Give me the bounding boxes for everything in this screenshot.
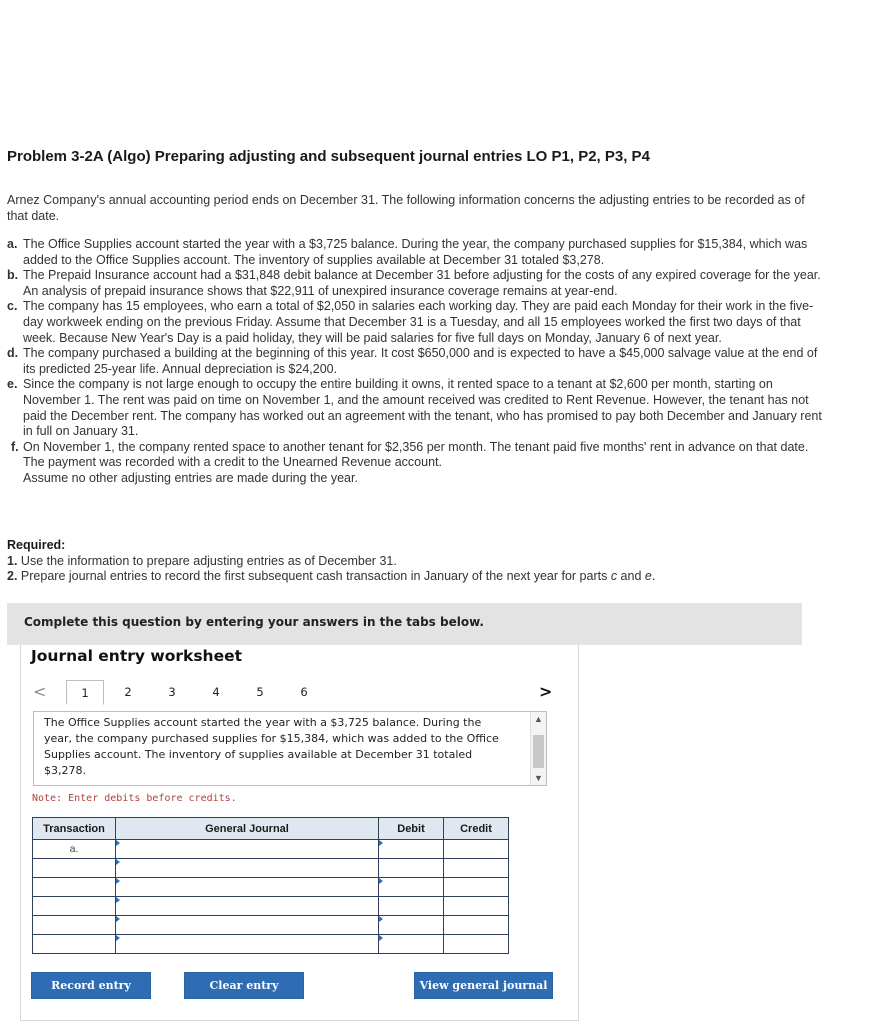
description-scrollbar[interactable] (530, 712, 546, 785)
problem-title: Problem 3-2A (Algo) Preparing adjusting and subsequent journal entries LO P1, P2, P3, P4 (7, 148, 650, 165)
item-text: On November 1, the company rented space to another tenant for $2,356 per month. The tenant paid five months' rent in advance on that date. The payment was recorded with a credit to the Unearned Revenue account. (23, 439, 809, 470)
problem-intro: Arnez Company's annual accounting period ends on December 31. The following information concerns the adjusting entries to be recorded as of that date. (7, 193, 805, 223)
table-row (33, 878, 509, 897)
credit-input[interactable] (444, 916, 509, 935)
transaction-description: The Office Supplies account started the year with a $3,725 balance. During the year, the company purchased supplies for $15,384, which was added to the Office Supplies account. The inventory of supplies available at December 31 totaled $3,278. (44, 716, 499, 777)
next-tab-arrow-icon[interactable]: > (539, 682, 553, 701)
tab-4[interactable]: 4 (212, 685, 220, 699)
account-input[interactable] (116, 897, 379, 916)
credit-input[interactable] (444, 897, 509, 916)
item-c (7, 299, 822, 346)
debit-input[interactable] (379, 859, 444, 878)
tab-3[interactable]: 3 (168, 685, 176, 699)
transaction-cell (33, 935, 116, 954)
instruction-banner (7, 603, 802, 645)
table-row (33, 916, 509, 935)
worksheet-title: Journal entry worksheet (31, 647, 243, 665)
required-2-end: . (651, 569, 656, 584)
record-entry-button[interactable]: Record entry (31, 972, 151, 999)
credit-input[interactable] (444, 878, 509, 897)
item-label: f. (11, 439, 19, 454)
item-text: Since the company is not large enough to occupy the entire building it owns, it rented space to a tenant at $2,600 per month, starting on November 1. The rent was paid on time on November 1, and the amount received was credited to Rent Revenue. However, the tenant has not paid the December rent. The company has worked out an agreement with the tenant, who has promised to pay both December and January rent in full on January 31. (23, 377, 822, 439)
tab-6[interactable]: 6 (300, 685, 308, 699)
transaction-cell (33, 897, 116, 916)
scroll-down-icon[interactable]: ▼ (534, 773, 543, 783)
item-d (7, 346, 822, 377)
item-a (7, 237, 822, 268)
item-text: The company has 15 employees, who earn a total of $2,050 in salaries each working day. They are paid each Monday for their work in the five-day workweek ending on the previous Friday. Assume that December 31 is a Tuesday, and all 15 employees worked the first two days of that week. Because New Year's Day is a paid holiday, they will be paid salaries for five full days on Monday, January 6 of next year. (23, 299, 814, 345)
item-text: The company purchased a building at the beginning of this year. It cost $650,000 and is expected to have a $45,000 salvage value at the end of its predicted 25-year life. Annual depreciation is $24,200. (23, 346, 818, 376)
item-e (7, 377, 822, 439)
item-label: c. (7, 299, 18, 314)
required-section (7, 538, 655, 585)
item-text: The Prepaid Insurance account had a $31,848 debit balance at December 31 before adjusting for the costs of any expired coverage for the year. An analysis of prepaid insurance shows that $22,911 of unexpired insurance coverage remains at year-end. (23, 268, 821, 298)
assumption-text: Assume no other adjusting entries are made during the year. (23, 470, 358, 485)
credit-input[interactable] (444, 859, 509, 878)
column-general-journal: General Journal (116, 818, 379, 840)
debit-input[interactable] (379, 878, 444, 897)
transaction-cell (33, 859, 116, 878)
tab-5[interactable]: 5 (256, 685, 264, 699)
table-row (33, 897, 509, 916)
account-input[interactable] (116, 859, 379, 878)
credit-input[interactable] (444, 935, 509, 954)
column-credit: Credit (444, 818, 509, 840)
debit-input[interactable] (379, 916, 444, 935)
worksheet-tabs (21, 680, 578, 704)
transaction-cell (33, 916, 116, 935)
required-1-num: 1. (7, 553, 18, 568)
tab-2[interactable]: 2 (124, 685, 132, 699)
debit-input[interactable] (379, 897, 444, 916)
transaction-description-box (33, 711, 547, 786)
item-b (7, 268, 822, 299)
clear-entry-button[interactable]: Clear entry (184, 972, 304, 999)
column-transaction: Transaction (33, 818, 116, 840)
column-debit: Debit (379, 818, 444, 840)
transaction-cell (33, 878, 116, 897)
banner-text: Complete this question by entering your answers in the tabs below. (24, 615, 484, 629)
table-row (33, 840, 509, 859)
item-label: a. (7, 237, 18, 251)
account-input[interactable] (116, 935, 379, 954)
required-2-text: Prepare journal entries to record the first subsequent cash transaction in January of the next year for parts (20, 569, 611, 584)
scroll-up-icon[interactable]: ▲ (534, 714, 543, 724)
prev-tab-arrow-icon[interactable]: < (33, 682, 47, 701)
journal-entry-table (32, 817, 509, 954)
entry-note: Note: Enter debits before credits. (32, 793, 237, 804)
debit-input[interactable] (379, 935, 444, 954)
table-row (33, 935, 509, 954)
required-2-part-c: c (610, 569, 618, 584)
tab-1[interactable]: 1 (66, 680, 104, 705)
item-label: d. (7, 346, 19, 361)
item-text: The Office Supplies account started the year with a $3,725 balance. During the year, the company purchased supplies for $15,384, which was added to the Office Supplies account. The inventory of supplies available at December 31 totaled $3,278. (23, 237, 808, 267)
scroll-thumb[interactable] (533, 735, 544, 768)
account-input[interactable] (116, 840, 379, 859)
required-heading: Required: (7, 538, 66, 552)
problem-items (7, 237, 822, 487)
item-label: e. (7, 377, 18, 392)
account-input[interactable] (116, 878, 379, 897)
item-label: b. (7, 268, 19, 283)
credit-input[interactable] (444, 840, 509, 859)
item-f (7, 440, 822, 471)
required-1 (7, 554, 655, 570)
required-2-num: 2. (7, 569, 18, 584)
required-2-part-e: e (644, 569, 652, 584)
table-row (33, 859, 509, 878)
view-general-journal-button[interactable]: View general journal (414, 972, 553, 999)
transaction-cell: a. (33, 840, 116, 859)
account-input[interactable] (116, 916, 379, 935)
journal-entry-worksheet (20, 645, 579, 1021)
required-2-and: and (617, 569, 645, 584)
required-2 (7, 569, 655, 585)
debit-input[interactable] (379, 840, 444, 859)
required-1-text: Use the information to prepare adjusting entries as of December 31. (20, 553, 397, 568)
